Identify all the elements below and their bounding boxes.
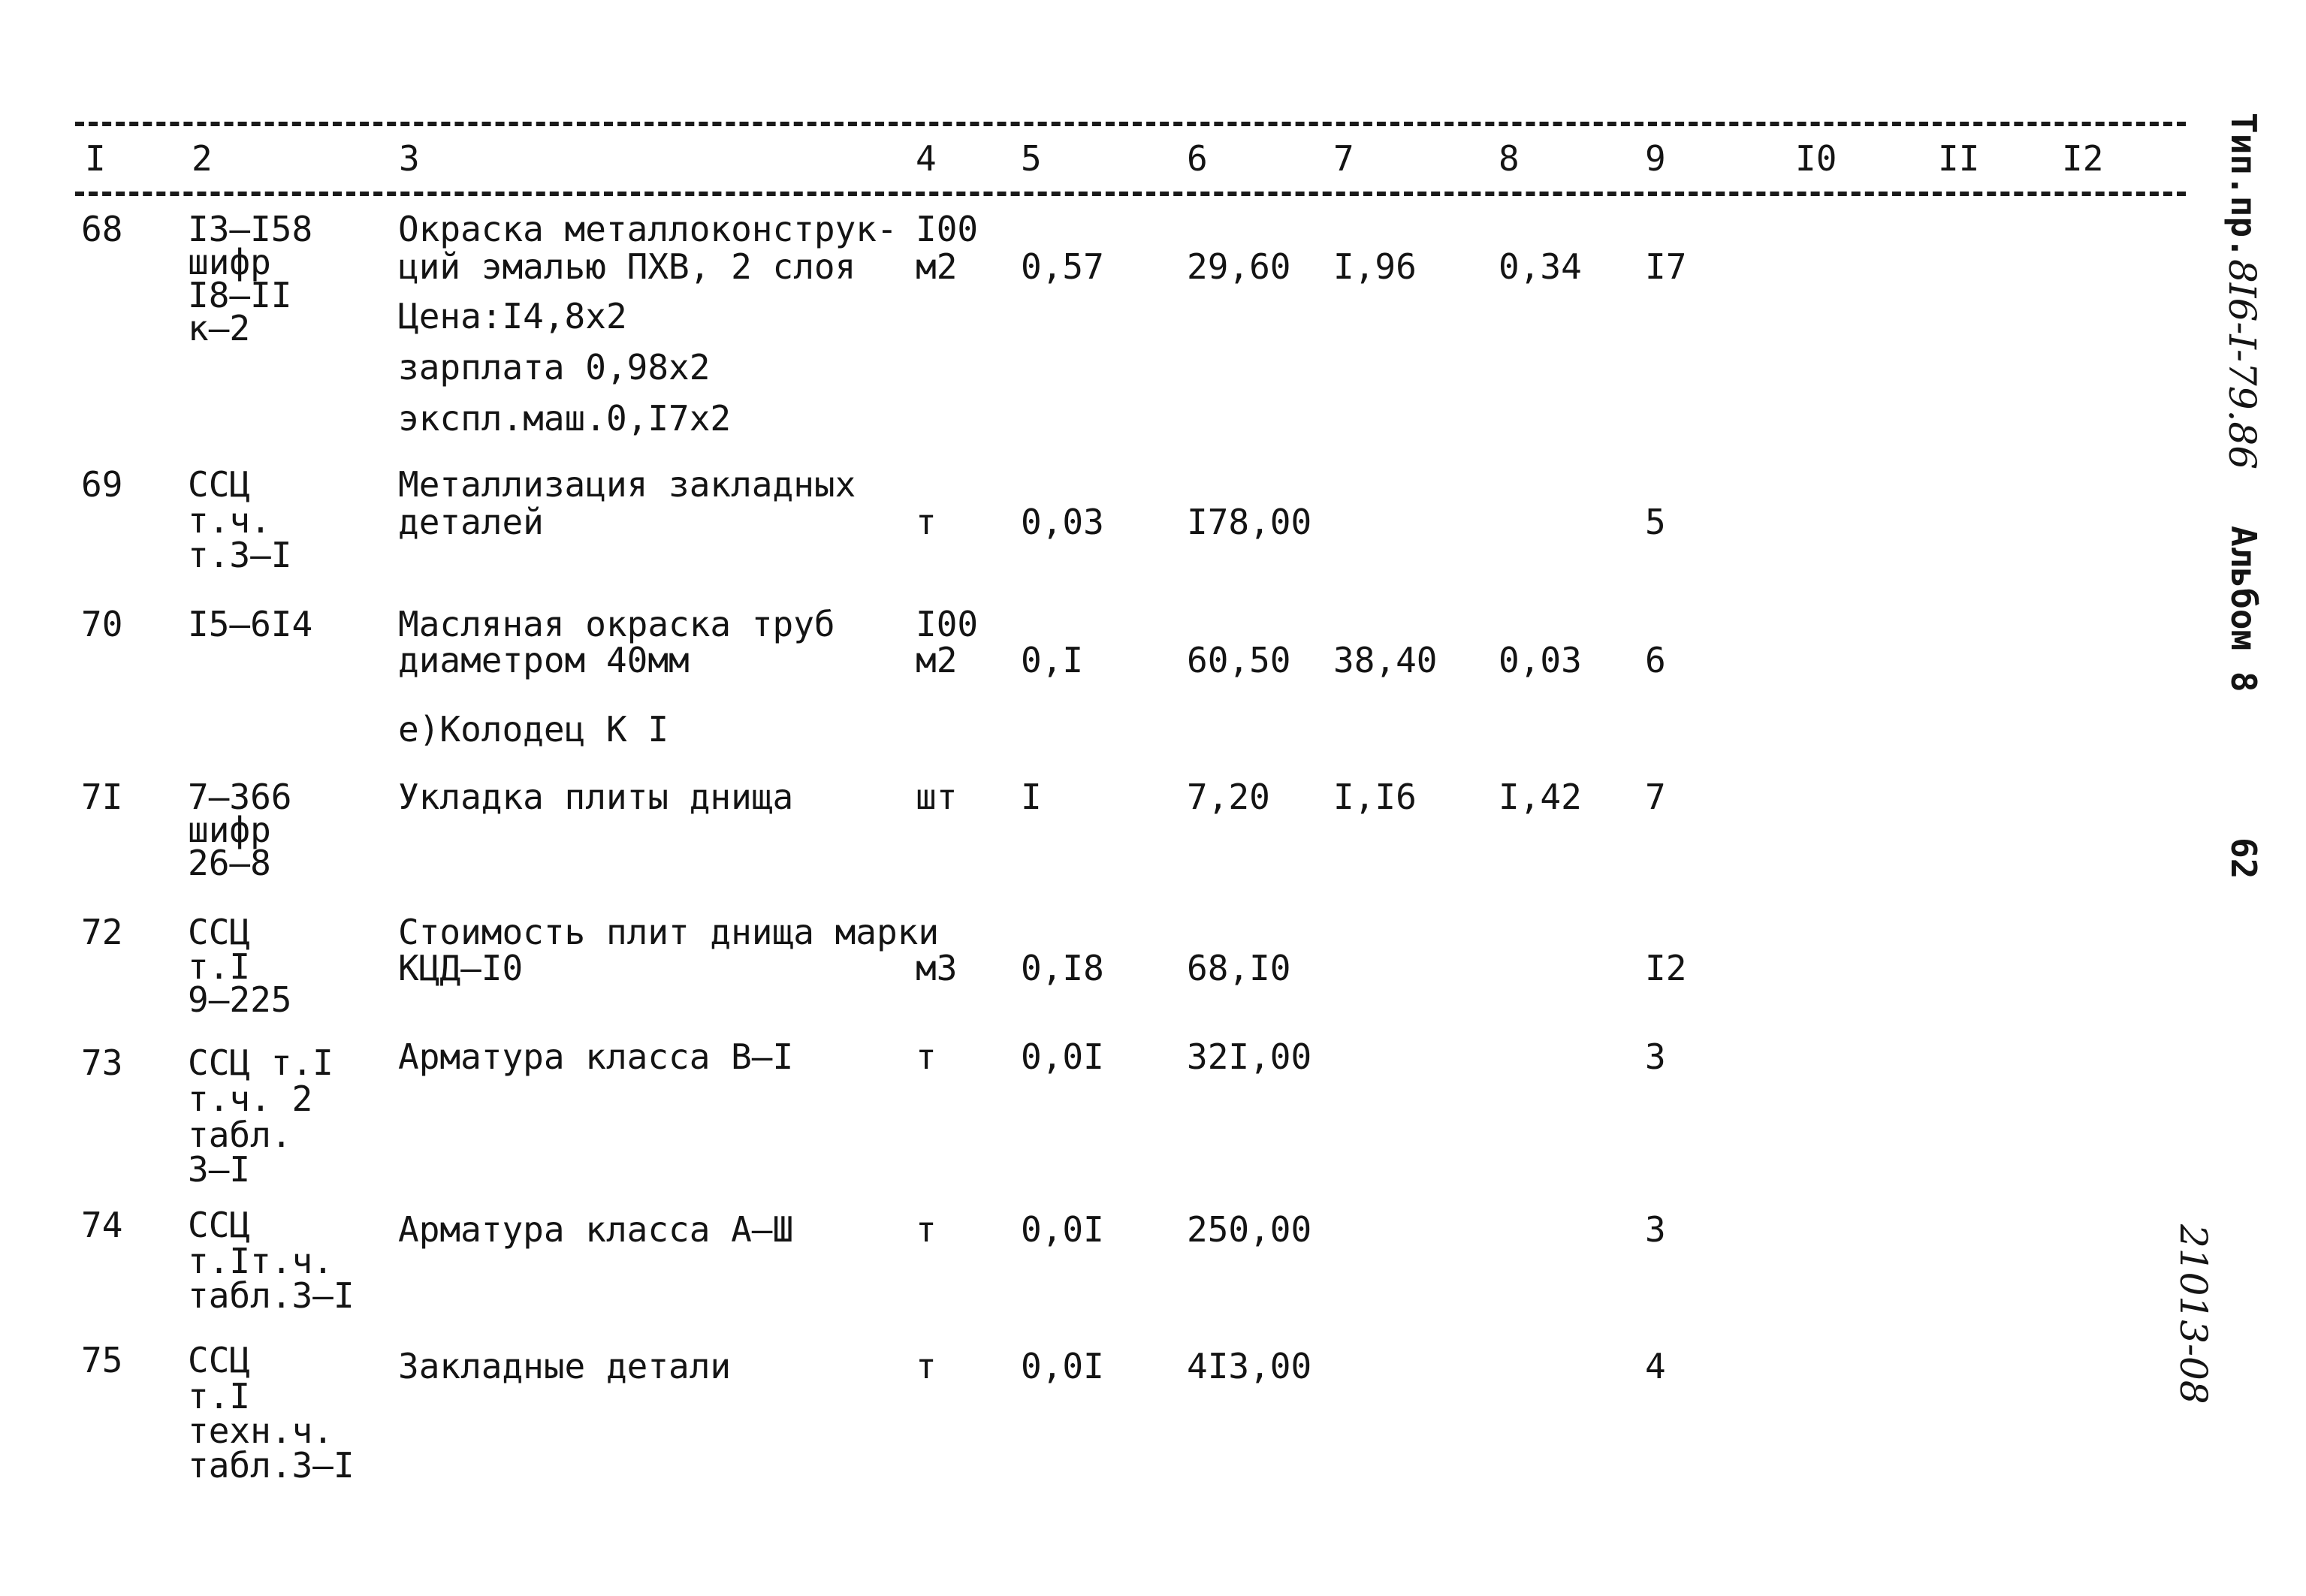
rate-code: табл.3–I <box>188 1275 355 1316</box>
total: 3 <box>1645 1209 1666 1250</box>
work-name: Арматура класса В–I <box>398 1036 794 1077</box>
unit-cost: 60,50 <box>1187 640 1291 680</box>
rate-code: т.Iт.ч. <box>188 1241 334 1281</box>
unit: шт <box>916 777 958 817</box>
row-number: 68 <box>81 209 123 249</box>
unit: т <box>916 502 937 542</box>
wages: 38,40 <box>1333 640 1438 680</box>
price-note: экспл.маш.0,I7х2 <box>398 398 732 439</box>
rate-code: т.ч. 2 <box>188 1079 313 1119</box>
side-page-number: 62 <box>2223 837 2264 879</box>
header-top-rule <box>75 122 2186 126</box>
rate-code: шифр <box>188 810 271 850</box>
quantity: 0,0I <box>1021 1346 1104 1386</box>
row-number: 74 <box>81 1205 123 1245</box>
unit: т <box>916 1346 937 1386</box>
total: 6 <box>1645 640 1666 680</box>
work-name: Масляная окраска труб <box>398 604 835 644</box>
unit-cost: I78,00 <box>1187 502 1312 542</box>
column-header: I2 <box>2062 138 2104 179</box>
column-header: 6 <box>1187 138 1208 179</box>
rate-code: I5–6I4 <box>188 604 313 644</box>
rate-code: ССЦ т.I <box>188 1042 334 1083</box>
work-name: диаметром 40мм <box>398 640 690 680</box>
row-number: 72 <box>81 912 123 952</box>
column-header: 8 <box>1499 138 1520 179</box>
section-heading: е)Колодец К I <box>398 709 669 750</box>
quantity: 0,03 <box>1021 502 1104 542</box>
machine-cost: 0,34 <box>1499 246 1582 287</box>
unit: м3 <box>916 948 958 988</box>
column-header: II <box>1938 138 1980 179</box>
unit: I00 <box>916 604 979 644</box>
column-header: I0 <box>1795 138 1837 179</box>
work-name: Металлизация закладных <box>398 464 856 505</box>
unit-cost: 68,I0 <box>1187 948 1291 988</box>
rate-code: I3–I58 <box>188 209 313 249</box>
total: 7 <box>1645 777 1666 817</box>
column-header: 9 <box>1645 138 1666 179</box>
rate-code: т.I <box>188 946 251 987</box>
side-album: Альбом 8 <box>2223 526 2264 692</box>
work-name: Арматура класса А–Ш <box>398 1209 794 1250</box>
column-header: I <box>85 138 106 179</box>
rate-code: т.3–I <box>188 535 292 575</box>
column-header: 7 <box>1333 138 1354 179</box>
work-name: Закладные детали <box>398 1346 732 1386</box>
unit-cost: 4I3,00 <box>1187 1346 1312 1386</box>
rate-code: т.I <box>188 1376 251 1416</box>
work-name: ций эмалью ПХВ, 2 слоя <box>398 246 856 287</box>
rate-code: I8–II <box>188 275 292 315</box>
unit: т <box>916 1036 937 1077</box>
side-prefix: Тип.пр. <box>2223 113 2264 258</box>
quantity: 0,0I <box>1021 1209 1104 1250</box>
rate-code: техн.ч. <box>188 1410 334 1451</box>
total: 5 <box>1645 502 1666 542</box>
side-inventory-number: 21013-08 <box>2172 1224 2215 1404</box>
unit: I00 <box>916 209 979 249</box>
unit-cost: 29,60 <box>1187 246 1291 287</box>
quantity: 0,I8 <box>1021 948 1104 988</box>
work-name: Укладка плиты днища <box>398 777 794 817</box>
wages: I,96 <box>1333 246 1417 287</box>
unit-cost: 250,00 <box>1187 1209 1312 1250</box>
unit-cost: 7,20 <box>1187 777 1270 817</box>
row-number: 69 <box>81 464 123 505</box>
column-header: 2 <box>192 138 213 179</box>
column-header: 3 <box>399 138 420 179</box>
unit: м2 <box>916 640 958 680</box>
rate-code: 7–366 <box>188 777 292 817</box>
work-name: деталей <box>398 502 544 542</box>
work-name: Стоимость плит днища марки <box>398 912 940 952</box>
quantity: I <box>1021 777 1042 817</box>
rate-code: 3–I <box>188 1149 251 1190</box>
rate-code: к–2 <box>188 308 251 348</box>
total: 3 <box>1645 1036 1666 1077</box>
work-name: Окраска металлоконструк- <box>398 209 898 249</box>
quantity: 0,I <box>1021 640 1084 680</box>
row-number: 70 <box>81 604 123 644</box>
unit-cost: 32I,00 <box>1187 1036 1312 1077</box>
header-bottom-rule <box>75 192 2186 196</box>
price-note: зарплата 0,98х2 <box>398 347 711 388</box>
side-project-code: 8I6-I-79.86 <box>2220 259 2264 470</box>
total: I7 <box>1645 246 1687 287</box>
unit: м2 <box>916 246 958 287</box>
row-number: 7I <box>81 777 123 817</box>
wages: I,I6 <box>1333 777 1417 817</box>
rate-code: 26–8 <box>188 843 271 883</box>
column-header: 5 <box>1021 138 1042 179</box>
price-note: Цена:I4,8х2 <box>398 296 627 336</box>
work-name: КЦД–I0 <box>398 948 524 988</box>
rate-code: ССЦ <box>188 912 251 952</box>
total: 4 <box>1645 1346 1666 1386</box>
rate-code: табл. <box>188 1115 292 1155</box>
rate-code: табл.3–I <box>188 1445 355 1486</box>
rate-code: ССЦ <box>188 464 251 505</box>
rate-code: т.ч. <box>188 500 271 541</box>
rate-code: 9–225 <box>188 979 292 1020</box>
machine-cost: I,42 <box>1499 777 1582 817</box>
total: I2 <box>1645 948 1687 988</box>
rate-code: ССЦ <box>188 1205 251 1245</box>
quantity: 0,57 <box>1021 246 1104 287</box>
row-number: 75 <box>81 1340 123 1380</box>
unit: т <box>916 1209 937 1250</box>
row-number: 73 <box>81 1042 123 1083</box>
rate-code: шифр <box>188 242 271 282</box>
quantity: 0,0I <box>1021 1036 1104 1077</box>
column-header: 4 <box>916 138 937 179</box>
machine-cost: 0,03 <box>1499 640 1582 680</box>
rate-code: ССЦ <box>188 1340 251 1380</box>
